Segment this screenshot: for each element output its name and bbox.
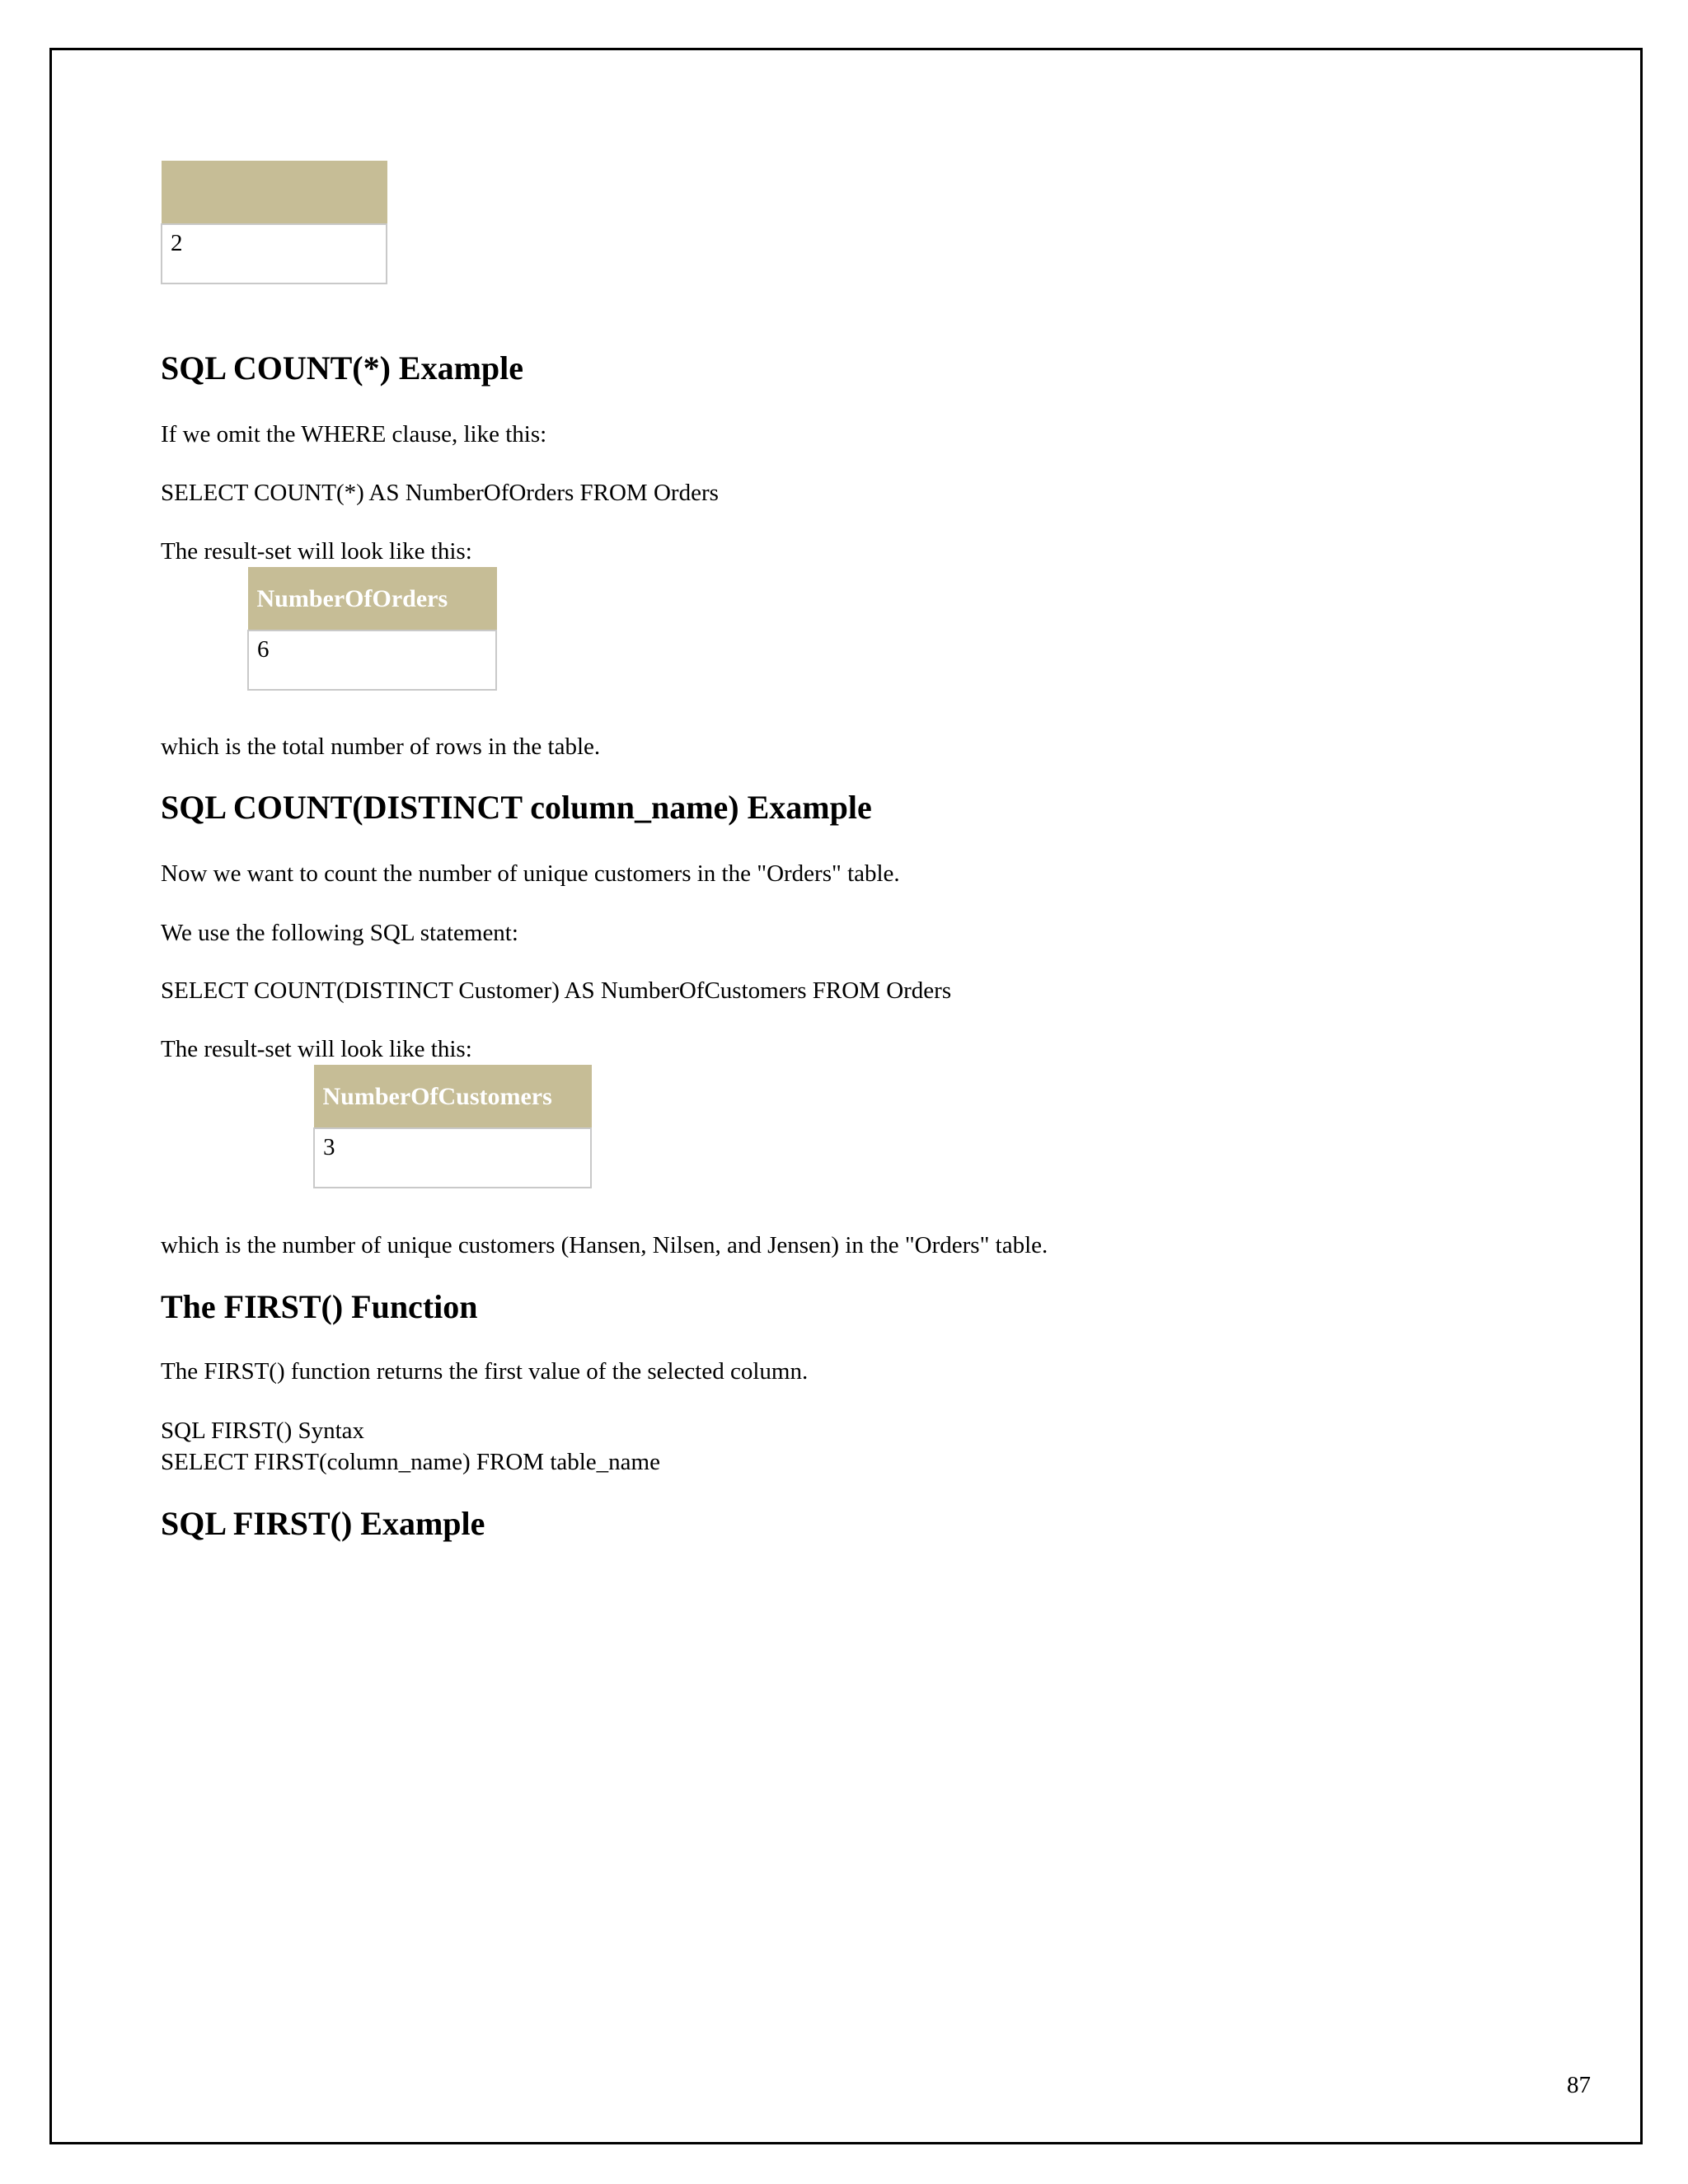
paragraph-unique-customers: Now we want to count the number of unique customers in the "Orders" table.	[161, 860, 900, 887]
heading-first-function: The FIRST() Function	[161, 1288, 478, 1325]
table-value-cell: 2	[162, 224, 387, 284]
paragraph-total-rows: which is the total number of rows in the table.	[161, 733, 601, 760]
sql-first-syntax-block	[161, 1415, 1545, 1478]
heading-sql-first-example: SQL FIRST() Example	[161, 1505, 485, 1542]
paragraph-resultset-1: The result-set will look like this:	[161, 538, 472, 565]
sql-first-syntax-statement: SELECT FIRST(column_name) FROM table_name	[161, 1449, 660, 1475]
table-row	[162, 224, 387, 284]
table-header-numberofcustomers: NumberOfCustomers	[314, 1066, 591, 1129]
sql-statement-count-distinct: SELECT COUNT(DISTINCT Customer) AS NumberOfCustomers FROM Orders	[161, 977, 952, 1004]
page-number: 87	[1567, 2072, 1591, 2098]
result-table-numberofcustomers	[313, 1065, 592, 1188]
table-header-numberoforders: NumberOfOrders	[248, 568, 496, 631]
page-border	[49, 48, 1643, 2144]
table-value-cell: 3	[314, 1128, 591, 1188]
paragraph-omit-where: If we omit the WHERE clause, like this:	[161, 421, 547, 448]
result-table-numberoforders	[247, 567, 497, 691]
paragraph-following-sql: We use the following SQL statement:	[161, 920, 518, 946]
paragraph-resultset-2: The result-set will look like this:	[161, 1036, 472, 1062]
heading-sql-count-star-example: SQL COUNT(*) Example	[161, 349, 524, 387]
sql-statement-count-star: SELECT COUNT(*) AS NumberOfOrders FROM Orders	[161, 480, 719, 506]
table-row	[314, 1128, 591, 1188]
paragraph-first-description: The FIRST() function returns the first value of the selected column.	[161, 1358, 809, 1385]
heading-sql-count-distinct-example: SQL COUNT(DISTINCT column_name) Example	[161, 789, 872, 826]
paragraph-unique-result: which is the number of unique customers (Hansen, Nilsen, and Jensen) in the "Orders" table.	[161, 1232, 1048, 1258]
page-content	[161, 161, 1545, 1543]
result-table-partial	[161, 161, 387, 284]
table-value-cell: 6	[248, 630, 496, 690]
sql-first-syntax-label: SQL FIRST() Syntax	[161, 1418, 365, 1444]
table-header-cell-empty	[162, 162, 387, 225]
table-row	[248, 630, 496, 690]
